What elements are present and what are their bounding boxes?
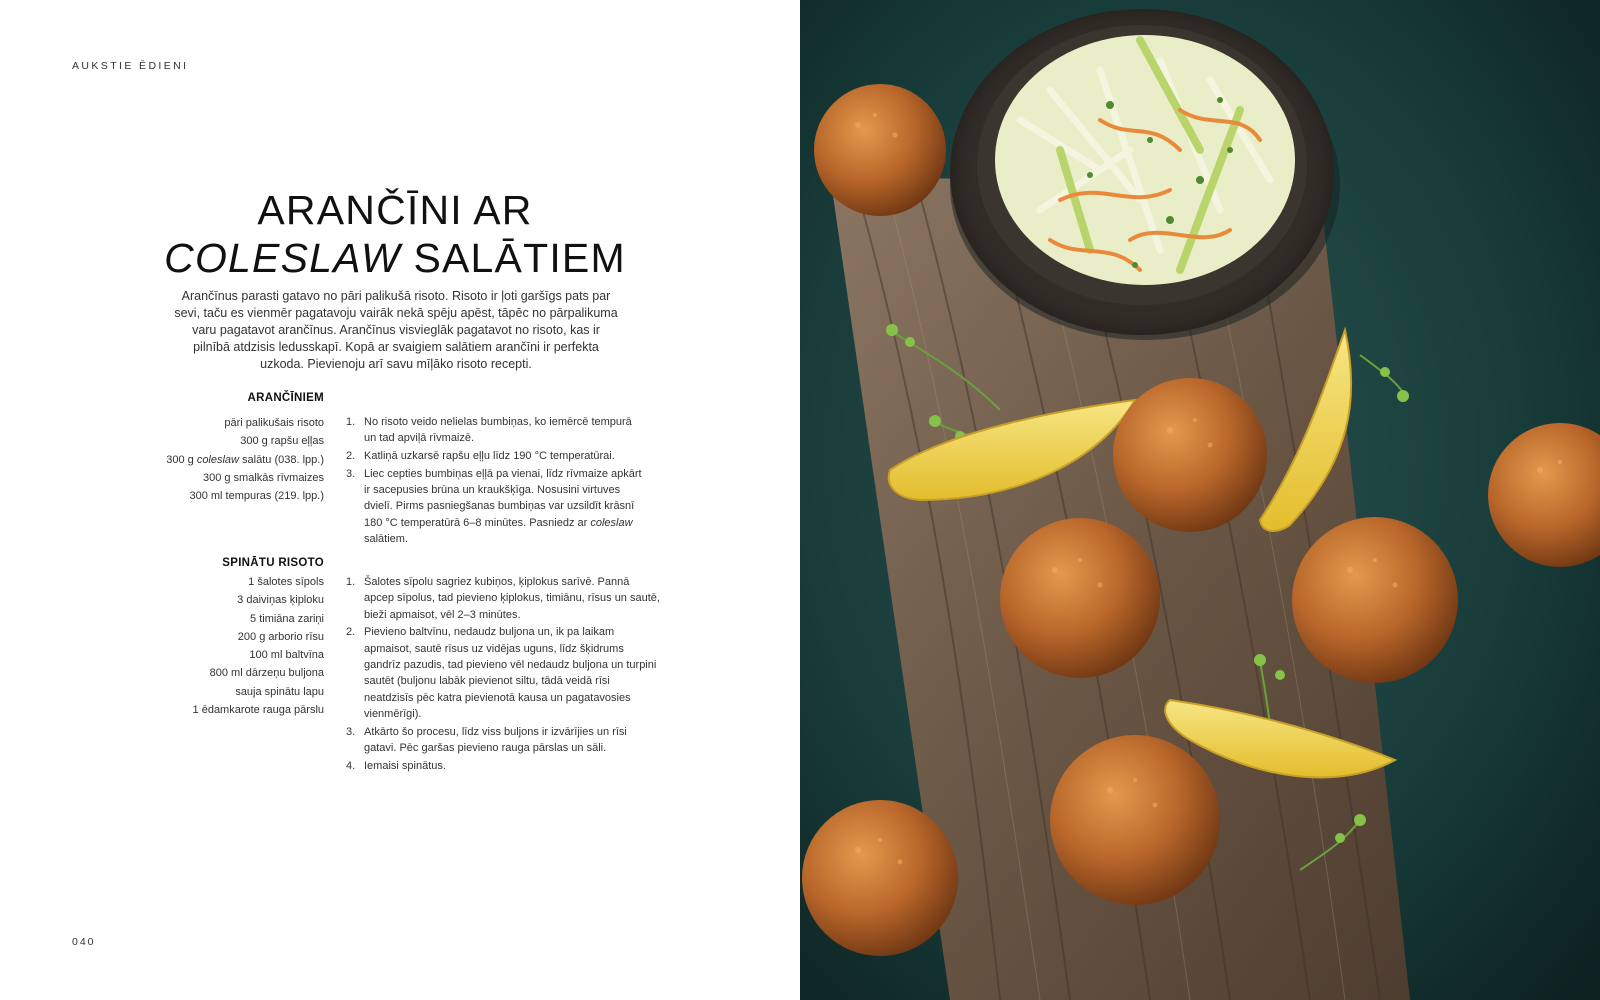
coleslaw-salad bbox=[995, 35, 1295, 285]
ingredient-item: 3 daiviņas ķiploku bbox=[237, 594, 324, 607]
section-title-spinach-risotto: SPINĀTU RISOTO bbox=[222, 557, 324, 569]
ingredient-item: 800 ml dārzeņu buljona bbox=[209, 667, 324, 680]
arancino bbox=[1113, 378, 1267, 532]
ingredient-item: 1 šalotes sīpols bbox=[248, 576, 324, 588]
ingredients-spinach-risotto bbox=[150, 573, 324, 719]
step-item: 3. Liec cepties bumbiņas eļļā pa vienai, līdz rīvmaize apkārt ir sacepusies brūna un kraukšķīga. Nosusini virtuves dvielī. Pirms pasniegšanas bumbiņas var uzsildīt krāsnī 180 °C temperatūrā 6–8 minūtes. Pasniedz ar coleslaw salātiem. bbox=[346, 467, 642, 546]
recipe-title bbox=[150, 186, 640, 282]
title-line-2-rest: SALĀTIEM bbox=[400, 235, 626, 281]
ingredient-item: 300 ml tempuras (219. lpp.) bbox=[189, 490, 324, 503]
page-number: 040 bbox=[72, 936, 96, 948]
arancino bbox=[802, 800, 958, 956]
arancino bbox=[1292, 517, 1458, 683]
running-head: AUKSTIE ĒDIENI bbox=[72, 60, 189, 72]
arancino bbox=[1000, 518, 1160, 678]
arancino bbox=[1050, 735, 1220, 905]
step-item: 2. Katliņā uzkarsē rapšu eļļu līdz 190 °C temperatūrai. bbox=[346, 450, 615, 463]
title-italic-word: COLESLAW bbox=[164, 235, 401, 281]
section-title-arancini: ARANČĪNIEM bbox=[247, 392, 324, 404]
step-item: 1. Šalotes sīpolu sagriez kubiņos, ķiplokus sarīvē. Pannā apcep sīpolus, tad pievieno ķiplokus, timiānu, rīsus un sautē, bieži apmaisot, vēl 2–3 minūtes. bbox=[346, 576, 660, 621]
ingredient-item: 100 ml baltvīna bbox=[249, 649, 324, 662]
ingredients-arancini bbox=[150, 414, 324, 505]
ingredient-item: 300 g coleslaw salātu (038. lpp.) bbox=[166, 453, 324, 466]
steps-spinach-risotto bbox=[346, 574, 660, 776]
step-item: 2. Pievieno baltvīnu, nedaudz buljona un, ik pa laikam apmaisot, sautē rīsus uz vidējas uguns, līdz šķidrums gandrīz pazudis, tad pievieno vēl nedaudz buljona un turpini sautēt (buljonu labāk pievienot siltu, tādā veidā rīsi neatdzisīs pēc katra pievienotā kausa un pagatavosies vienmērīgi). bbox=[346, 626, 657, 720]
ingredient-item: pāri palikušais risoto bbox=[224, 417, 324, 429]
step-item: 4. Iemaisi spinātus. bbox=[346, 759, 446, 772]
step-item: 3. Atkārto šo procesu, līdz viss buljons ir izvārījies un rīsi gatavi. Pēc garšas pievieno rauga pārslas un sāli. bbox=[346, 725, 627, 754]
ingredient-item: 300 g rapšu eļļas bbox=[240, 435, 324, 448]
ingredient-item: 1 ēdamkarote rauga pārslu bbox=[192, 704, 324, 717]
food-photo bbox=[800, 0, 1600, 1000]
ingredient-item: 200 g arborio rīsu bbox=[237, 630, 324, 643]
steps-arancini bbox=[346, 414, 642, 549]
food-photo-illustration bbox=[800, 0, 1600, 1000]
step-item: 1. No risoto veido nelielas bumbiņas, ko iemērcē tempurā un tad apviļā rīvmaizē. bbox=[346, 416, 632, 445]
ingredient-item: sauja spinātu lapu bbox=[235, 685, 324, 698]
intro-paragraph: Arančīnus parasti gatavo no pāri palikušā risoto. Risoto ir ļoti garšīgs pats par sevi, taču es vienmēr pagatavoju vairāk nekā spēju apēst, tāpēc no pārpalikuma varu pagatavot arančīnus. Arančīnus visvieglāk pagatavot no risoto, kas ir pilnībā atdzisis ledusskapī. Kopā ar svaigiem salātiem arančīni ir perfekta uzkoda. Pievienoju arī savu mīļāko risoto recepti. bbox=[174, 289, 618, 371]
arancino bbox=[814, 84, 946, 216]
ingredient-item: 5 timiāna zariņi bbox=[250, 612, 324, 625]
title-line-1: ARANČĪNI AR bbox=[257, 187, 533, 233]
ingredient-item: 300 g smalkās rīvmaizes bbox=[202, 471, 324, 484]
